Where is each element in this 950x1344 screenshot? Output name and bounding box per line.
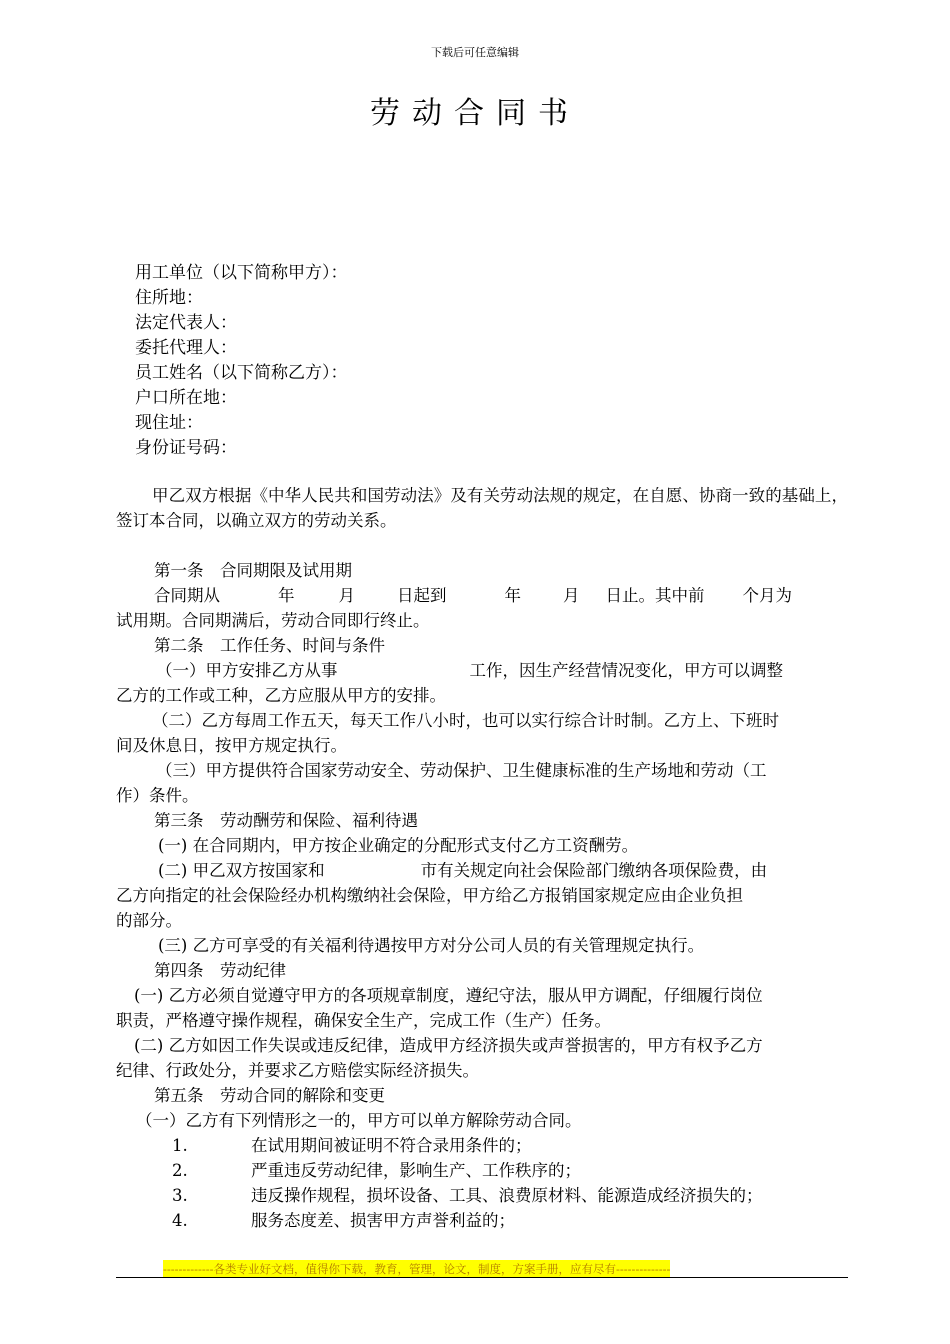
- article-2-item-3-cont: 作）条件。: [116, 786, 199, 805]
- article-3-item-2-cont-2: 的部分。: [116, 911, 182, 930]
- header-note: 下载后可任意编辑: [431, 46, 519, 59]
- article-1-heading: 第一条 合同期限及试用期: [154, 561, 352, 580]
- article-4-item-2: (二) 乙方如因工作失误或违反纪律，造成甲方经济损失或声誉损害的，甲方有权予乙方: [134, 1036, 763, 1055]
- field-id-number: 身份证号码：: [135, 438, 237, 458]
- article-4-item-1-cont: 职责，严格遵守操作规程，确保安全生产，完成工作（生产）任务。: [116, 1011, 611, 1030]
- article-5-heading: 第五条 劳动合同的解除和变更: [154, 1086, 385, 1105]
- field-employee-name: 员工姓名（以下简称乙方）：: [135, 363, 348, 383]
- contract-articles: [116, 558, 848, 1233]
- article-4-item-1: (一) 乙方必须自觉遵守甲方的各项规章制度，遵纪守法，服从甲方调配，仔细履行岗位: [134, 986, 763, 1005]
- article-2-item-3: （三）甲方提供符合国家劳动安全、劳动保护、卫生健康标准的生产场地和劳动（工: [156, 761, 767, 780]
- field-hukou: 户口所在地：: [135, 388, 237, 408]
- article-2-item-2-cont: 间及休息日，按甲方规定执行。: [116, 736, 347, 755]
- field-legal-rep: 法定代表人：: [135, 313, 237, 333]
- article-4-heading: 第四条 劳动纪律: [154, 961, 286, 980]
- intro-paragraph: 甲乙双方根据《中华人民共和国劳动法》及有关劳动法规的规定，在自愿、协商一致的基础上，签订本合同，以确立双方的劳动关系。: [116, 486, 848, 530]
- article-3-item-1: (一) 在合同期内，甲方按企业确定的分配形式支付乙方工资酬劳。: [158, 836, 639, 855]
- field-address: 住所地：: [135, 288, 203, 308]
- article-5-item-1: （一）乙方有下列情形之一的，甲方可以单方解除劳动合同。: [136, 1111, 582, 1130]
- document-title: 劳动合同书: [370, 96, 580, 131]
- list-item: 1. 在试用期间被证明不符合录用条件的；: [172, 1136, 532, 1155]
- article-4-item-2-cont: 纪律、行政处分，并要求乙方赔偿实际经济损失。: [116, 1061, 479, 1080]
- article-2-item-1: （一）甲方安排乙方从事 工作，因生产经营情况变化，甲方可以调整: [156, 661, 783, 680]
- article-3-heading: 第三条 劳动酬劳和保险、福利待遇: [154, 811, 418, 830]
- article-1-term-line: 合同期从 年 月 日起到 年 月 日止。其中前 个月为: [154, 586, 792, 605]
- list-item: 4. 服务态度差、损害甲方声誉利益的；: [172, 1211, 515, 1230]
- list-item: 2. 严重违反劳动纪律，影响生产、工作秩序的；: [172, 1161, 581, 1180]
- article-3-item-3: (三) 乙方可享受的有关福利待遇按甲方对分公司人员的有关管理规定执行。: [158, 936, 705, 955]
- article-3-item-2: (二) 甲乙双方按国家和 市有关规定向社会保险部门缴纳各项保险费，由: [158, 861, 768, 880]
- footer-divider: [116, 1277, 848, 1278]
- list-item: 3. 违反操作规程，损坏设备、工具、浪费原材料、能源造成经济损失的；: [172, 1186, 763, 1205]
- article-2-item-1-cont: 乙方的工作或工种，乙方应服从甲方的安排。: [116, 686, 446, 705]
- field-current-address: 现住址：: [135, 413, 203, 433]
- article-2-heading: 第二条 工作任务、时间与条件: [154, 636, 385, 655]
- article-3-item-2-cont: 乙方向指定的社会保险经办机构缴纳社会保险，甲方给乙方报销国家规定应由企业负担: [116, 886, 743, 905]
- footer-banner: -------------各类专业好文档，值得你下载，教育，管理，论文，制度，方案手册，应有尽有--------------: [163, 1262, 671, 1276]
- field-agent: 委托代理人：: [135, 338, 237, 358]
- article-1-term-line-2: 试用期。合同期满后，劳动合同即行终止。: [116, 611, 430, 630]
- article-2-item-2: （二）乙方每周工作五天，每天工作八小时，也可以实行综合计时制。乙方上、下班时: [152, 711, 779, 730]
- field-employer: 用工单位（以下简称甲方）：: [135, 263, 348, 283]
- party-info-fields: [135, 261, 348, 461]
